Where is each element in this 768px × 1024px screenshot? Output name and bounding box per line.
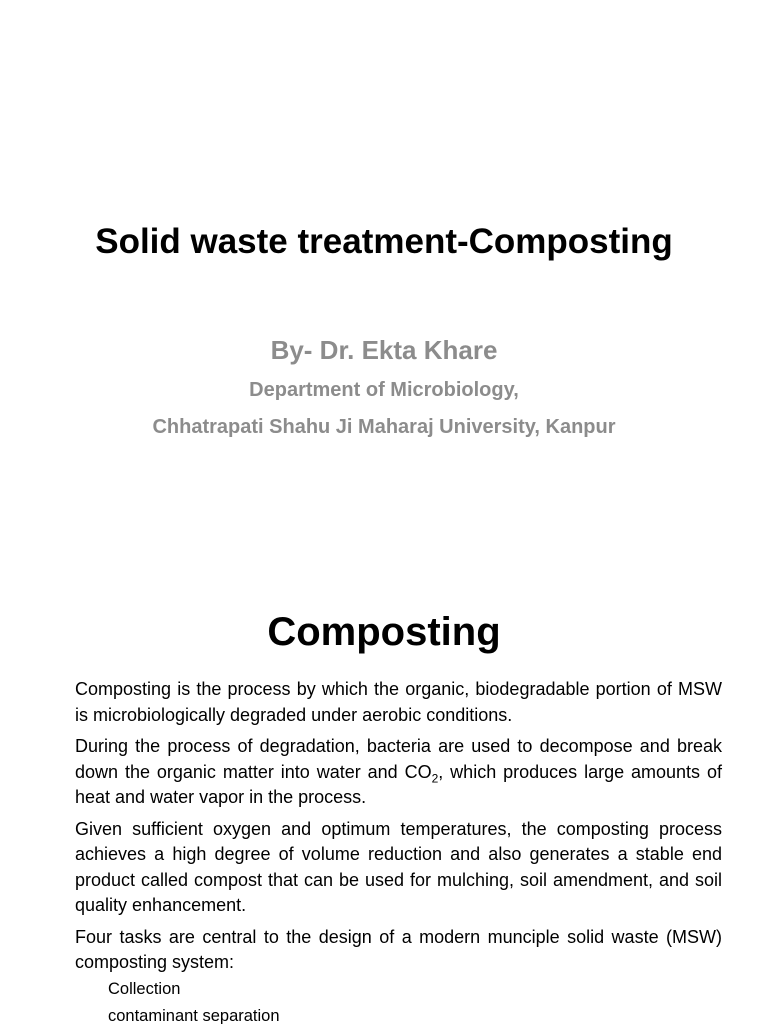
slide-title: Composting (267, 610, 501, 654)
list-item: Collection (108, 979, 181, 998)
university-line: Chhatrapati Shahu Ji Maharaj University, Kanpur (152, 416, 616, 438)
slide-title: Solid waste treatment-Composting (95, 222, 673, 261)
composting-slide (0, 512, 768, 1024)
department-line: Department of Microbiology, (249, 379, 519, 401)
paragraph-degradation-text: During the process of degradation, bacteria are used to decompose and break down the organic matter into water and CO (75, 736, 722, 782)
paragraph-definition: Composting is the process by which the organic, biodegradable portion of MSW is microbiologically degraded under aerobic conditions. (75, 679, 722, 725)
author-line: By- Dr. Ekta Khare (270, 335, 498, 365)
paragraph-degradation (75, 734, 722, 811)
co2-subscript: 2 (431, 771, 439, 786)
paragraph-tasks-intro: Four tasks are central to the design of a modern munciple solid waste (MSW) composting system: (75, 926, 722, 972)
paragraph-degradation-text-end: , which produces large amounts of heat and water vapor in the process. (75, 761, 722, 807)
slide-body (75, 677, 722, 1024)
paragraph-benefits: Given sufficient oxygen and optimum temperatures, the composting process achieves a high degree of volume reduction and also generates a stable end product called compost that can be used for mulching, soil amendment, and soil quality enhancement. (75, 818, 722, 915)
list-item: contaminant separation (108, 1006, 280, 1024)
